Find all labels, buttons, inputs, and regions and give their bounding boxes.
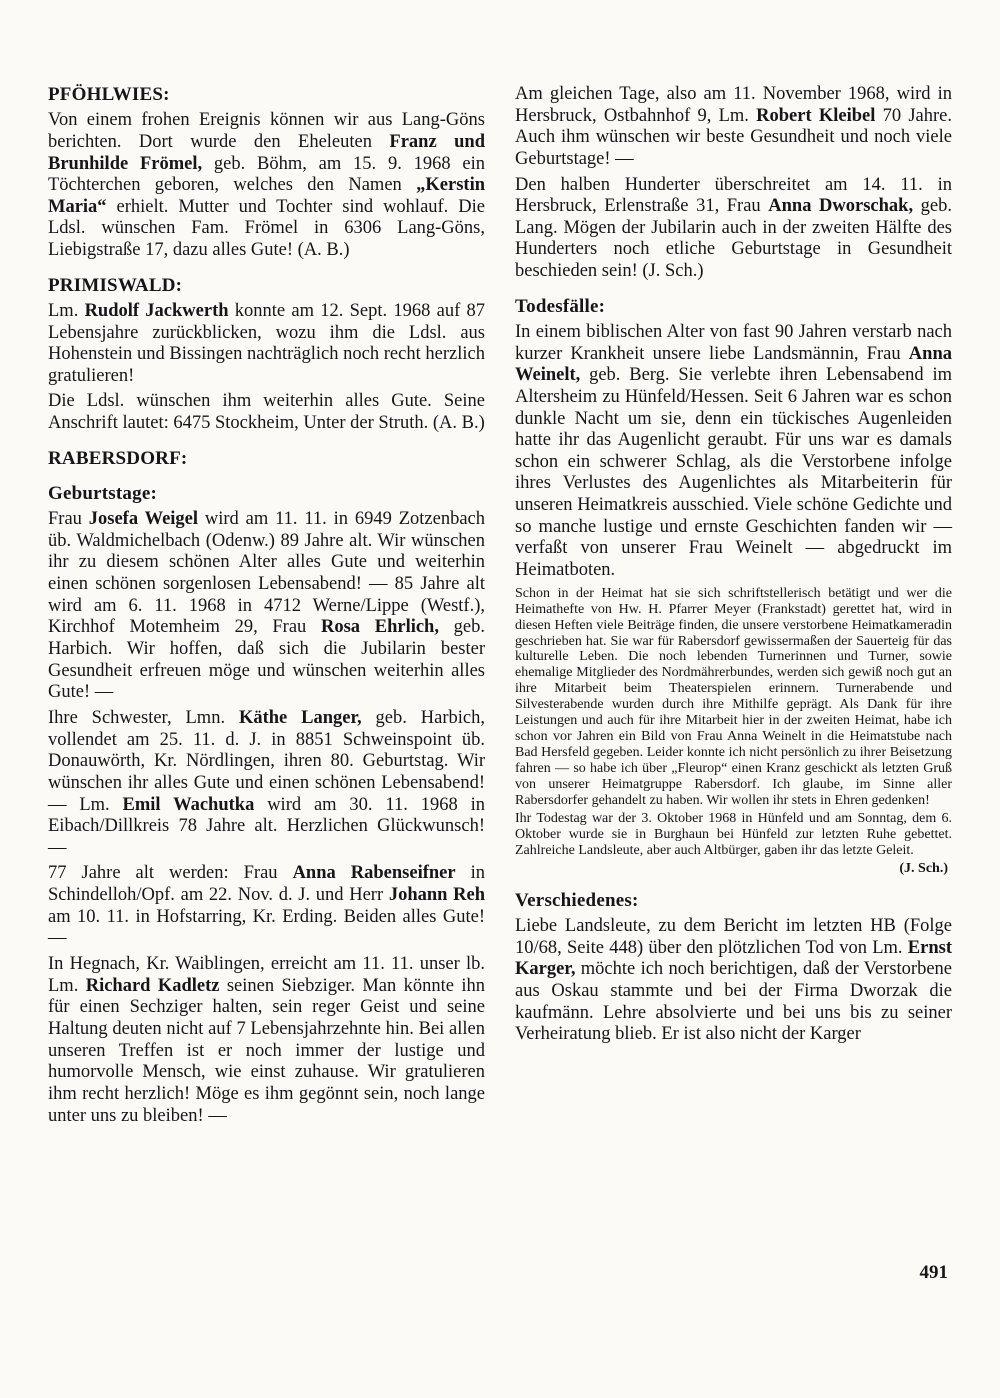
name-emphasis: Anna Rabenseifner [292,863,456,884]
section-heading: Geburtstage: [48,482,157,504]
text-segment: 77 Jahre alt werden: Frau [48,863,293,884]
paragraph-smallprint [515,811,952,859]
paragraph [48,954,485,1127]
paragraph [515,175,952,283]
text-segment: geb. Böhm, am 15. 9. 1968 ein Töchterchen geboren, welches den Namen [48,153,485,196]
text-segment: wird am 30. 11. 1968 in Eibach/Dillkreis 78 Jahre alt. Herzlichen Glückwunsch! — [48,794,485,858]
name-emphasis: Johann Reh [388,885,485,906]
section-heading: RABERSDORF: [48,447,188,469]
text-segment: am 10. 11. in Hofstarring, Kr. Erding. Beiden alles Gute! — [48,906,485,949]
text-segment: In einem biblischen Alter von fast 90 Jahren verstarb nach kurzer Krankheit unsere liebe Landsmännin, Frau [515,321,952,364]
paragraph [515,916,952,1046]
name-emphasis: Josefa Weigel [88,509,199,530]
name-emphasis: Rosa Ehrlich, [320,617,439,638]
text-segment: geb. Harbich, vollendet am 25. 11. d. J. in 8851 Schweinspoint üb. Donauwörth, Kr. Nördlingen, ihren 80. Geburtstag. Wir wünschen ihr alles Gute und einen schönen Lebensabend! — Lm. [48,707,486,815]
name-emphasis: Franz und Brunhilde Frömel, [48,131,485,174]
text-segment: Ihr Todestag war der 3. Oktober 1968 in Hünfeld und am Sonntag, dem 6. Oktober wurde sie in Burghaun bei Hünfeld zur letzten Ruhe gebettet. Zahlreiche Landsleute, aber auch Altbürger, gaben ihr das letzte Geleit. [515,811,952,858]
text-segment: Den halben Hunderter überschreitet am 14. 11. in Hersbruck, Erlenstraße 31, Frau [515,174,952,217]
name-emphasis: Robert Kleibel [756,105,876,126]
name-emphasis: Käthe Langer, [238,707,362,728]
text-segment: geb. Harbich. Wir hoffen, daß sich die Jubilarin bester Gesundheit erfreuen möge und wünschen weiterhin alles Gute! — [48,617,486,703]
text-segment: geb. Berg. Sie verlebte ihren Lebensabend im Altersheim zu Hünfeld/Hessen. Seit 6 Jahren war es schon dunkle Nacht um sie, denn ein tückisches Augenleiden hatte ihr das Augenlicht geraubt. Für uns war es damals schon ein schwerer Schlag, als die Verstorbene infolge ihres Verlustes des Augenlichtes als Mitarbeiterin für unseren Heimatkreis ausschied. Viele schöne Gedichte und so manche lustige und ernste Geschichten fanden wir — verfaßt von unserer Frau Weinelt — abgedruckt im Heimatboten. [515,365,952,581]
text-segment: seinen Siebziger. Man könnte ihn für einen Sechziger halten, sein reger Geist und seine Haltung deuten nicht auf 7 Lebensjahrzehnte hin. Bei allen unseren Treffen ist er noch immer der lustige und humorvolle Mensch, wie einst zuhause. Wir gratulieren ihm recht herzlich! Möge es ihm gegönnt sein, noch lange unter uns zu bleiben! — [48,975,485,1126]
text-column-left [48,84,485,1131]
paragraph [515,322,952,582]
text-segment: in Schindelloh/Opf. am 22. Nov. d. J. und Herr [48,863,485,906]
signature-initials: (J. Sch.) [899,860,948,876]
text-segment: konnte am 12. Sept. 1968 auf 87 Lebensjahre zurückblicken, wozu ihm die Ldsl. aus Hohenstein und Bissingen nachträglich noch recht herzlich gratulieren! [48,300,485,386]
paragraph [48,391,485,434]
name-emphasis: „Kerstin Maria“ [48,175,485,217]
section-heading: Todesfälle: [515,295,606,317]
section-heading: PFÖHLWIES: [48,84,170,105]
text-segment: Schon in der Heimat hat sie sich schriftstellerisch betätigt und wer die Heimathefte von Hw. H. Pfarrer Meyer (Frankstadt) gerettet hat, wird in diesen Heften viele Beiträge finden, die unsere verstorbene Heimatkameradin geschrieben hat. Sie war für Rabersdorf gewissermaßen der Sauerteig für das kulturelle Leben. Die noch lebenden Turnerinnen und Turner, sowie ehemalige Mitglieder des Nordmährerbundes, werden sich gewiß noch gut an ihre Mitarbeit beim Theaterspielen erinnern. Turnerabende und Silvesterabende wurden durch ihre Mithilfe geprägt. Als Dank für ihre Leistungen und auch für ihre Mitarbeit hier in der zweiten Heimat, habe ich schon vor Jahren ein Bild von Frau Anna Weinelt in die Heimatstube nach Bad Hersfeld gegeben. Leider konnte ich nicht persönlich zu ihrer Beisetzung fahren — so habe ich über „Fleurop“ einen Kranz geschickt als letzten Gruß von unserer Heimatgruppe Rabersdorf. Ich glaube, im Sinne aller Rabersdorfer gehandelt zu haben. Wir wollen ihr stets in Ehren gedenken! [515,585,952,809]
text-segment: wird am 11. 11. in 6949 Zotzenbach üb. Waldmichelbach (Odenw.) 89 Jahre alt. Wir wünschen ihr zu diesem schönen Alter alles Gute und weiterhin einen schönen sorgenlosen Lebensabend! — 85 Jahre alt wird am 6. 11. 1968 in 4712 Werne/Lippe (Westf.), Kirchhof Motemheim 29, Frau [48,509,485,638]
paragraph [515,84,952,171]
text-segment: Von einem frohen Ereignis können wir aus Lang-Göns berichten. Dort wurde den Eheleuten [48,110,485,152]
paragraph [48,110,485,261]
name-emphasis: Rudolf Jackwerth [84,300,229,321]
name-emphasis: Emil Wachutka [122,794,255,815]
text-column-right [515,84,952,1131]
paragraph [48,708,485,859]
text-segment: Frau [48,509,89,530]
text-segment: Liebe Landsleute, zu dem Bericht im letzten HB (Folge 10/68, Seite 448) über den plötzlichen Tod von Lm. [515,916,952,958]
text-segment: möchte ich noch berichtigen, daß der Verstorbene aus Oskau stammte und bei der Firma Dworzak die kaufmänn. Lehre absolvierte und bei uns bis zu seiner Verheiratung blieb. Er ist also nicht der Karger [515,959,952,1045]
paragraph [48,301,485,388]
paragraph [48,863,485,950]
section-heading: PRIMISWALD: [48,274,183,296]
name-emphasis: Anna Dworschak, [768,196,914,217]
section-heading: Verschiedenes: [515,889,639,911]
text-segment: In Hegnach, Kr. Waiblingen, erreicht am 11. 11. unser lb. Lm. [48,954,485,996]
text-segment: erhielt. Mutter und Tochter sind wohlauf. Die Ldsl. wünschen Fam. Frömel in 6306 Lang-Göns, Liebigstraße 17, dazu alles Gute! (A. B.) [48,196,485,261]
text-segment: geb. Lang. Mögen der Jubilarin auch in der zweiten Hälfte des Hunderters noch etliche Geburtstage in Gesundheit beschieden sein! (J. Sch.) [515,196,952,282]
text-segment: Ihre Schwester, Lmn. [48,707,239,728]
page-number: 491 [919,1262,948,1283]
text-segment: Lm. [48,300,85,321]
text-segment: Die Ldsl. wünschen ihm weiterhin alles Gute. Seine Anschrift lautet: 6475 Stockheim, Unter der Struth. (A. B.) [48,391,485,434]
text-segment: Am gleichen Tage, also am 11. November 1968, wird in Hersbruck, Ostbahnhof 9, Lm. [515,84,952,126]
paragraph-smallprint [515,586,952,809]
name-emphasis: Ernst Karger, [515,937,952,980]
text-segment: 70 Jahre. Auch ihm wünschen wir beste Gesundheit und noch viele Geburtstage! — [515,105,952,169]
name-emphasis: Anna Weinelt, [515,343,952,386]
paragraph [48,509,485,704]
name-emphasis: Richard Kadletz [85,975,220,996]
